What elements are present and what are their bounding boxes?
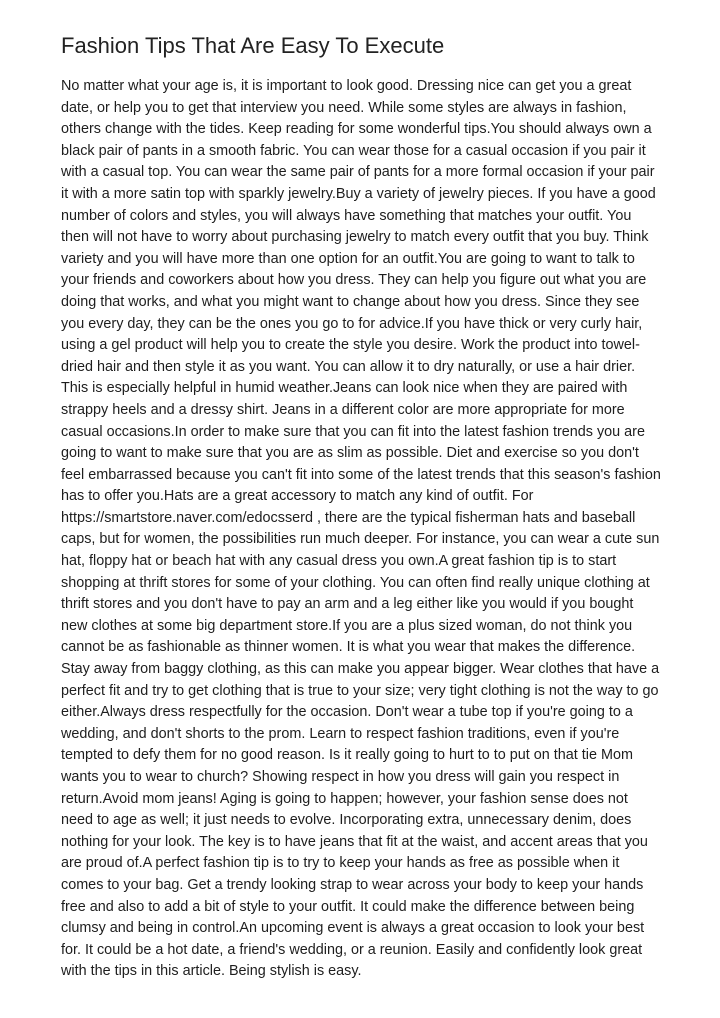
document-title: Fashion Tips That Are Easy To Execute: [61, 33, 445, 58]
document-body-text: No matter what your age is, it is important to look good. Dressing nice can get you a great date, or help you to get that interview you need. While some styles are always in fashion, others change with the tides. Keep reading for some wonderful tips.You should always own a black pair of pants in a smooth fabric. You can wear those for a casual occasion if you pair it with a casual top. You can wear the same pair of pants for a more formal occasion if your pair it with a more satin top with sparkly jewelry.Buy a variety of jewelry pieces. If you have a good number of colors and styles, you will always have something that matches your outfit. You then will not have to worry about purchasing jewelry to match every outfit that you buy. Think variety and you will have more than one option for an outfit.You are going to want to talk to your friends and coworkers about how you dress. They can help you figure out what you are doing that works, and what you might want to change about how you dress. Since they see you every day, they can be the ones you go to for advice.If you have thick or very curly hair, using a gel product will help you to create the style you desire. Work the product into towel-dried hair and then style it as you want. You can allow it to dry naturally, or use a hair drier. This is especially helpful in humid weather.Jeans can look nice when they are paired with strappy heels and a dressy shirt. Jeans in a different color are more appropriate for more casual occasions.In order to make sure that you can fit into the latest fashion trends you are going to want to make sure that you are as slim as possible. Diet and exercise so you don't feel embarrassed because you can't fit into some of the latest trends that this season's fashion has to offer you.Hats are a great accessory to match any kind of outfit. For https://smartstore.naver.com/edocsserd , there are the typical fisherman hats and baseball caps, but for women, the possibilities run much deeper. For instance, you can wear a cute sun hat, floppy hat or beach hat with any casual dress you own.A great fashion tip is to start shopping at thrift stores for some of your clothing. You can often find really unique clothing at thrift stores and you don't have to pay an arm and a leg either like you would if you bought new clothes at some big department store.If you are a plus sized woman, do not think you cannot be as fashionable as thinner women. It is what you wear that makes the difference. Stay away from baggy clothing, as this can make you appear bigger. Wear clothes that have a perfect fit and try to get clothing that is true to your size; very tight clothing is not the way to go either.Always dress respectfully for the occasion. Don't wear a tube top if you're going to a wedding, and don't shorts to the prom. Learn to respect fashion traditions, even if you're tempted to defy them for no good reason. Is it really going to hurt to to put on that tie Mom wants you to wear to church? Showing respect in how you dress will gain you respect in return.Avoid mom jeans! Aging is going to happen; however, your fashion sense does not need to age as well; it just needs to evolve. Incorporating extra, unnecessary denim, does nothing for your look. The key is to have jeans that fit at the waist, and accent areas that you are proud of.A perfect fashion tip is to try to keep your hands as free as possible when it comes to your bag. Get a trendy looking strap to wear across your body to keep your hands free and also to add a bit of style to your outfit. It could make the difference between being clumsy and being in control.An upcoming event is always a great occasion to look your best for. It could be a hot date, a friend's wedding, or a reunion. Easily and confidently look great with the tips in this article. Being stylish is easy.: [61, 78, 661, 980]
